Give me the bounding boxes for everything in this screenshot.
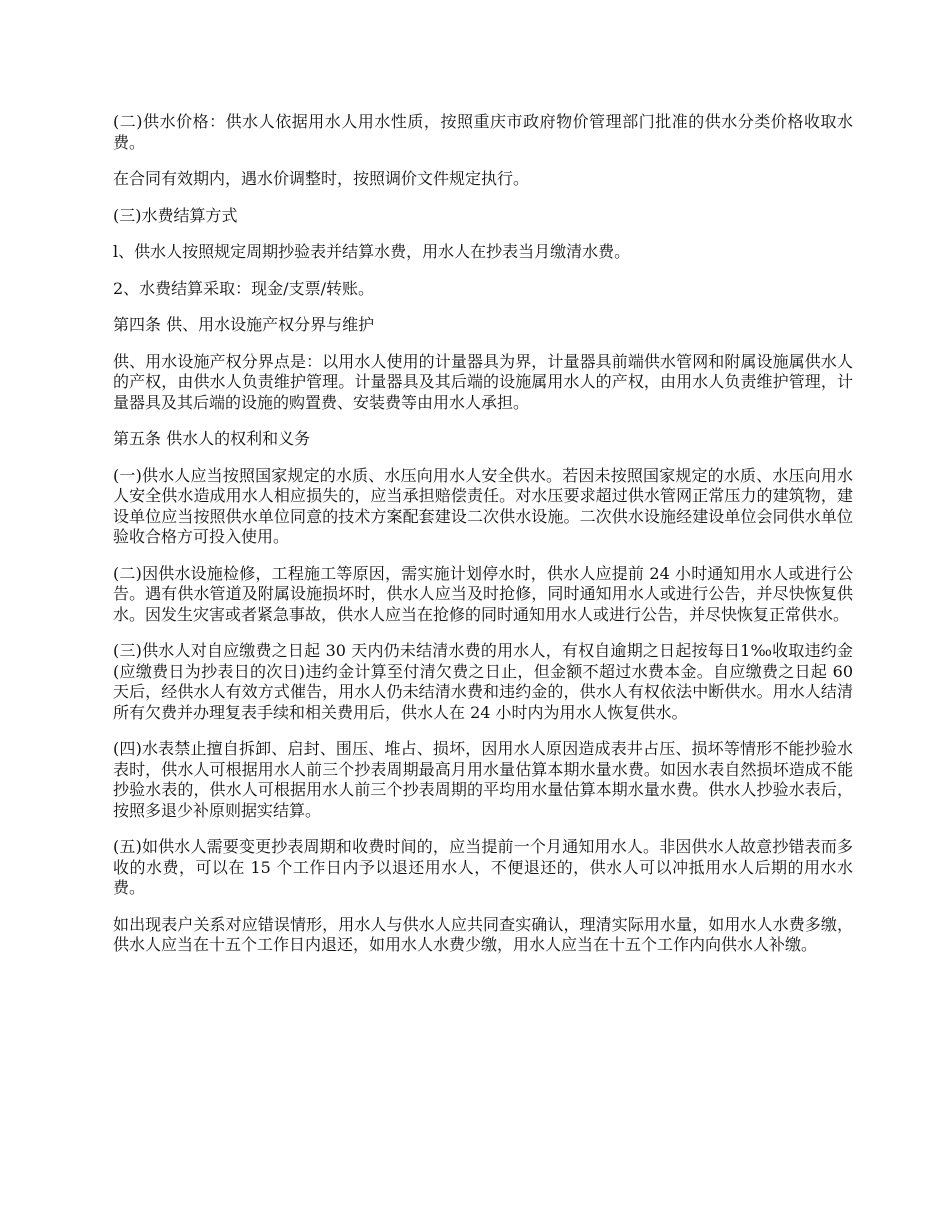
paragraph-price-adjustment: 在合同有效期内，遇水价调整时，按照调价文件规定执行。: [113, 169, 530, 188]
document-page: [113, 112, 853, 972]
paragraph-property-boundary: 供、用水设施产权分界点是：以用水人使用的计量器具为界，计量器具前端供水管网和附属设施属供水人的产权，由供水人负责维护管理。计量器具及其后端的设施属用水人的产权，由用水人负责维护管理，计量器具及其后端的设施的购置费、安装费等由用水人承担。: [113, 351, 853, 412]
paragraph-settlement-item-2: 2、水费结算采取：现金/支票/转账。: [113, 278, 374, 298]
article-4-heading: 第四条 供、用水设施产权分界与维护: [113, 315, 375, 334]
paragraph-supplier-duty-2: (二)因供水设施检修，工程施工等原因，需实施计划停水时，供水人应提前 24 小时通知用水人或进行公告。遇有供水管道及附属设施损坏时，供水人应当及时抢修，同时通知用水人或进行公告，并尽快恢复供水。因发生灾害或者紧急事故，供水人应当在抢修的同时通知用水人或进行公告，并尽快恢复正常供水。: [113, 563, 853, 624]
paragraph-settlement-heading: (三)水费结算方式: [113, 205, 238, 225]
paragraph-supplier-duty-1: (一)供水人应当按照国家规定的水质、水压向用水人安全供水。若因未按照国家规定的水质、水压向用水人安全供水造成用水人相应损失的，应当承担赔偿责任。对水压要求超过供水管网正常压力的建筑物，建设单位应当按照供水单位同意的技术方案配套建设二次供水设施。二次供水设施经建设单位会同供水单位验收合格方可投入使用。: [113, 465, 853, 546]
article-5-heading: 第五条 供水人的权利和义务: [113, 429, 311, 448]
paragraph-supplier-duty-5: (五)如供水人需要变更抄表周期和收费时间的，应当提前一个月通知用水人。非因供水人故意抄错表而多收的水费，可以在 15 个工作日内予以退还用水人，不便退还的，供水人可以冲抵用水人后期的用水水费。: [113, 837, 853, 897]
paragraph-supplier-duty-3: (三)供水人对自应缴费之日起 30 天内仍未结清水费的用水人，有权自逾期之日起按每日1‰收取违约金(应缴费日为抄表日的次日)违约金计算至付清欠费之日止，但金额不超过水费本金。自应缴费之日起 60 天后，经供水人有效方式催告，用水人仍未结清水费和违约金的，供水人有权依法中断供水。用水人结清所有欠费并办理复表手续和相关费用后，供水人在 24 小时内为用水人恢复供水。: [113, 641, 853, 722]
paragraph-meter-mismatch: 如出现表户关系对应错误情形，用水人与供水人应共同查实确认，理清实际用水量，如用水人水费多缴，供水人应当在十五个工作日内退还，如用水人水费少缴，用水人应当在十五个工作内向供水人补缴。: [113, 914, 853, 954]
paragraph-supplier-duty-4: (四)水表禁止擅自拆卸、启封、围压、堆占、损坏，因用水人原因造成表井占压、损坏等情形不能抄验水表时，供水人可根据用水人前三个抄表周期最高月用水量估算本期水量水费。如因水表自然损坏造成不能抄验水表的，供水人可根据用水人前三个抄表周期的平均用水量估算本期水量水费。供水人抄验水表后，按照多退少补原则据实结算。: [113, 739, 853, 820]
paragraph-settlement-item-1: l、供水人按照规定周期抄验表并结算水费，用水人在抄表当月缴清水费。: [113, 242, 631, 261]
paragraph-water-price: (二)供水价格：供水人依据用水人用水性质，按照重庆市政府物价管理部门批准的供水分类价格收取水费。: [113, 112, 853, 152]
